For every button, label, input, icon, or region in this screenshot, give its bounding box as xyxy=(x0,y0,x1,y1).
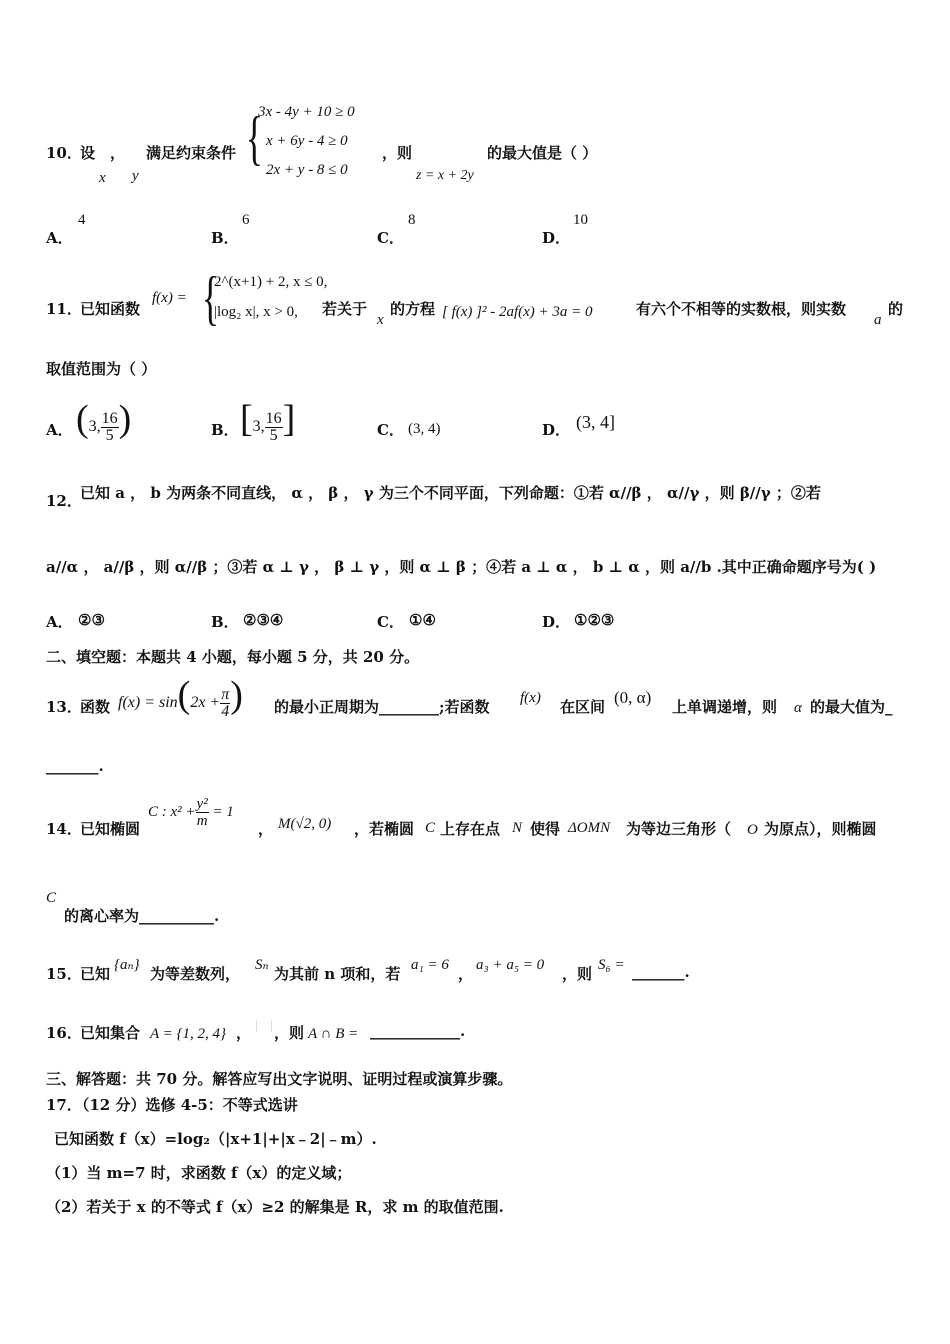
q15-text1: 已知 xyxy=(80,965,111,983)
q13-var-alpha: α xyxy=(794,700,802,716)
q13-fx: f(x) xyxy=(520,690,541,706)
q12-option-d-label: D． xyxy=(542,613,571,631)
q11-option-a-value: (3, $\frac{16}{5}$ ) xyxy=(76,398,132,444)
section-2-heading: 二、填空题：本题共 4 小题，每小题 5 分，共 20 分。 xyxy=(46,648,420,666)
q11-var-x: x xyxy=(377,312,384,328)
q14-comma: ， xyxy=(258,820,274,838)
q15-tail: _______. xyxy=(632,963,690,981)
q11-text4: 有六个不相等的实数根，则实数 xyxy=(636,300,847,318)
q13-text4: 上单调递增，则 xyxy=(672,698,778,716)
q13-line2: _______. xyxy=(46,757,104,775)
q13-text1: 函数 xyxy=(80,698,111,716)
q10-var-x: x xyxy=(99,170,106,186)
q11-piece-1: 2^(x+1) + 2, x ≤ 0, xyxy=(214,274,328,290)
q10-constraint-3: 2x + y - 8 ≤ 0 xyxy=(266,162,348,178)
q11-var-a: a xyxy=(874,312,882,328)
q12-option-d-value: ①②③ xyxy=(574,611,615,629)
q10-option-a-value: 4 xyxy=(78,212,86,228)
q10-text2: 满足约束条件 xyxy=(146,144,237,162)
q15-text2: 为等差数列， xyxy=(150,965,241,983)
q15-text4: ，则 xyxy=(562,965,593,983)
q16-text3: ，则 xyxy=(274,1024,305,1042)
q10-comma: ， xyxy=(110,144,126,162)
q11-option-d-value: (3, 4] xyxy=(576,412,615,432)
q12-option-b-value: ②③④ xyxy=(243,611,284,629)
q15-number: 15． xyxy=(46,965,82,983)
q11-line2: 取值范围为（ ） xyxy=(46,360,157,378)
q11-equation: [ f(x) ]² - 2af(x) + 3a = 0 xyxy=(442,304,593,320)
q14-var-c: C xyxy=(425,820,436,836)
q11-option-b-value: [3, $\frac{16}{5}$ ] xyxy=(240,398,296,444)
q10-brace: { xyxy=(245,105,264,171)
q17-line3: （2）若关于 x 的不等式 f（x）≥2 的解集是 R，求 m 的取值范围. xyxy=(46,1198,504,1216)
q11-piece-2: |log₂ x|, x > 0, xyxy=(214,304,298,320)
q14-var-o: O xyxy=(747,822,758,838)
q10-objective: z = x + 2y xyxy=(416,168,474,183)
q12-option-b-label: B． xyxy=(211,613,239,631)
q16-image-placeholder xyxy=(256,1020,272,1032)
q12-option-c-value: ①④ xyxy=(409,611,436,629)
q12-option-a-value: ②③ xyxy=(78,611,105,629)
q16-text1: 已知集合 xyxy=(80,1024,141,1042)
q13-interval: (0, α) xyxy=(614,688,652,707)
q10-option-b-label: B． xyxy=(211,229,239,247)
q10-constraint-2: x + 6y - 4 ≥ 0 xyxy=(266,133,348,149)
q13-func: f(x) = sin(2x + $\frac{\pi}{4}$ ) xyxy=(118,674,243,720)
q11-text3: 的方程 xyxy=(390,300,436,318)
q10-option-b-value: 6 xyxy=(242,212,250,228)
q13-text5: 的最大值为_ xyxy=(810,698,893,716)
section-3-heading: 三、解答题：共 70 分。解答应写出文字说明、证明过程或演算步骤。 xyxy=(46,1070,513,1088)
q12-line1: 已知 a ， b 为两条不同直线， α ， β ， γ 为三个不同平面，下列命题：①若 α//β ， α//γ ，则 β//γ ；②若 xyxy=(80,484,821,502)
q12-option-a-label: A． xyxy=(46,613,73,631)
q11-option-a-label: A． xyxy=(46,421,73,439)
q14-text2: ，若椭圆 xyxy=(354,820,415,838)
q10-text1: 设 xyxy=(80,144,96,162)
q10-constraint-1: 3x - 4y + 10 ≥ 0 xyxy=(258,104,355,120)
q13-text2: 的最小正周期为________;若函数 xyxy=(274,698,490,716)
q14-text4: 使得 xyxy=(530,820,561,838)
q14-number: 14． xyxy=(46,820,82,838)
q15-sn: Sₙ xyxy=(255,957,269,973)
q14-ellipse: C : x² + $\frac{\text{y²}}{m}$ = 1 xyxy=(148,796,234,829)
q13-text3: 在区间 xyxy=(560,698,606,716)
q16-number: 16． xyxy=(46,1024,82,1042)
q15-seq: {aₙ} xyxy=(114,957,140,973)
q14-triangle: ΔOMN xyxy=(568,820,611,836)
q14-var-n: N xyxy=(512,820,523,836)
q11-number: 11． xyxy=(46,300,82,318)
q10-text3: ，则 xyxy=(382,144,413,162)
q11-text1: 已知函数 xyxy=(80,300,141,318)
q14-text6: 为原点），则椭圆 xyxy=(764,820,877,838)
q11-text2: 若关于 xyxy=(322,300,368,318)
q11-option-d-label: D． xyxy=(542,421,571,439)
q13-number: 13． xyxy=(46,698,82,716)
q16-set-a: A = {1, 2, 4} xyxy=(150,1026,227,1042)
q11-brace: { xyxy=(201,265,220,331)
q10-number: 10． xyxy=(46,144,82,162)
q14-text5: 为等边三角形（ xyxy=(626,820,732,838)
q17-line1: 已知函数 f（x）=log₂（|x+1|+|x﹣2|﹣m）. xyxy=(54,1130,377,1148)
q12-line2: a//α ， a//β ，则 α//β ；③若 α ⊥ γ ， β ⊥ γ ，则 α ⊥ β ；④若 a ⊥ α ， b ⊥ α ，则 a//b .其中正确命题序号为( ) xyxy=(46,558,877,576)
q15-text3: 为其前 n 项和，若 xyxy=(274,965,401,983)
q10-option-d-value: 10 xyxy=(573,212,588,228)
q15-comma: ， xyxy=(458,965,474,983)
q12-number: 12． xyxy=(46,492,82,510)
q14-point-m: M(√2, 0) xyxy=(278,816,332,832)
q11-option-c-value: (3, 4) xyxy=(408,421,441,437)
q16-text2: ， xyxy=(236,1024,252,1042)
q16-tail: ____________. xyxy=(370,1022,466,1040)
q14-line2: 的离心率为__________. xyxy=(64,907,220,925)
q15-s6: S₆ = xyxy=(598,957,625,973)
q10-text4: 的最大值是（ ） xyxy=(487,144,598,162)
q15-cond2: a₃ + a₅ = 0 xyxy=(476,957,545,973)
q17-title: 17．（12 分）选修 4-5：不等式选讲 xyxy=(46,1096,298,1114)
q17-line2: （1）当 m=7 时，求函数 f（x）的定义域； xyxy=(46,1164,352,1182)
q10-option-d-label: D． xyxy=(542,229,571,247)
q11-option-b-label: B． xyxy=(211,421,239,439)
q10-option-c-value: 8 xyxy=(408,212,416,228)
q10-option-c-label: C． xyxy=(377,229,404,247)
q11-fx: f(x) = xyxy=(152,290,187,306)
q14-line2-var: C xyxy=(46,890,57,906)
q10-option-a-label: A． xyxy=(46,229,73,247)
q14-text1: 已知椭圆 xyxy=(80,820,141,838)
q15-cond1: a₁ = 6 xyxy=(411,957,449,973)
q14-text3: 上存在点 xyxy=(440,820,501,838)
q11-option-c-label: C． xyxy=(377,421,404,439)
q10-var-y: y xyxy=(132,168,139,184)
q16-result: A ∩ B = xyxy=(308,1026,359,1042)
q12-option-c-label: C． xyxy=(377,613,404,631)
q11-text5: 的 xyxy=(888,300,904,318)
